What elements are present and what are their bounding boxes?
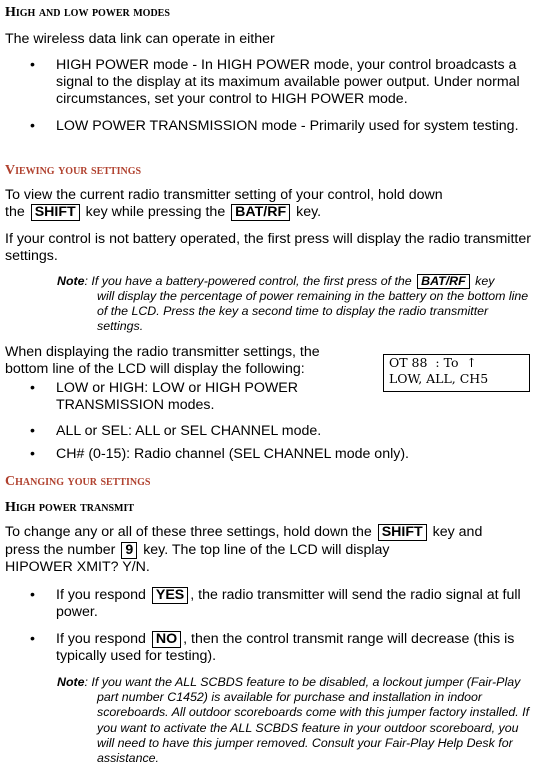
text-fragment: , the radio transmitter will send the radio signal at full power. [56, 587, 521, 620]
subheading-high-power-transmit: High power transmit [5, 500, 135, 515]
text-fragment: key. [296, 204, 322, 220]
bullet-low-or-high: LOW or HIGH: LOW or HIGH POWER TRANSMISSION modes. [56, 380, 298, 413]
intro-paragraph: The wireless data link can operate in either [5, 31, 275, 47]
bullet-marker: • [30, 631, 35, 647]
bullet-all-or-sel: ALL or SEL: ALL or SEL CHANNEL mode. [56, 423, 322, 439]
text-fragment: To change any or all of these three settings, hold down the [5, 524, 372, 540]
section-heading-power-modes: High and low power modes [5, 5, 170, 20]
text-fragment: : If you have a battery-powered control, the first press of the [84, 274, 412, 288]
no-key: NO [152, 631, 181, 648]
note-label: Note [57, 675, 85, 689]
text-fragment: key [475, 274, 495, 288]
yes-key: YES [152, 587, 188, 604]
bullet-channel: CH# (0-15): Radio channel (SEL CHANNEL mode only). [56, 446, 409, 462]
shift-key: SHIFT [378, 524, 427, 541]
scbds-note [57, 675, 535, 766]
bullet-marker: • [30, 587, 35, 603]
text-fragment: If you respond [56, 587, 146, 603]
change-settings-line-1 [5, 524, 535, 541]
change-settings-line-3: HIPOWER XMIT? Y/N. [5, 559, 150, 575]
lcd-display [383, 354, 530, 392]
battery-note [57, 274, 535, 289]
lcd-display-paragraph: When displaying the radio transmitter settings, the bottom line of the LCD will display the following: [5, 344, 320, 377]
text-fragment: key and [432, 524, 483, 540]
non-battery-paragraph: If your control is not battery operated, the first press will display the radio transmitter settings. [5, 231, 531, 264]
section-heading-changing-settings: Changing your settings [5, 474, 151, 489]
view-settings-line-2 [5, 204, 535, 221]
bat-rf-key: BAT/RF [417, 274, 470, 289]
shift-key: SHIFT [31, 204, 80, 221]
bullet-marker: • [30, 57, 35, 73]
bullet-marker: • [30, 423, 35, 439]
bullet-respond-yes [56, 587, 536, 621]
change-settings-line-2 [5, 542, 535, 559]
bullet-marker: • [30, 380, 35, 396]
text-fragment: : If you want the ALL SCBDS feature to be disabled, a lockout jumper (Fair-Play part number C1452) is available for purchase and installation in indoor scoreboards. All outdoor scoreboards come with this jumper factory installed. If you want to activate the ALL SCBDS feature in your outdoor scoreboard, you will need to have this jumper removed. Consult your Fair-Play Help Desk for assistance. [84, 675, 530, 766]
bat-rf-key: BAT/RF [231, 204, 290, 221]
bullet-marker: • [30, 118, 35, 134]
bullet-respond-no [56, 631, 536, 665]
lcd-top-line: OT 88 : To ↑ [389, 355, 477, 370]
text-fragment: the [5, 204, 25, 220]
lcd-bottom-line: LOW, ALL, CH5 [389, 371, 489, 386]
text-fragment: press the number [5, 542, 116, 558]
text-fragment: key. The top line of the LCD will display [143, 542, 390, 558]
note-label: Note [57, 274, 85, 288]
text-fragment: If you respond [56, 631, 146, 647]
bullet-marker: • [30, 446, 35, 462]
text-fragment: , then the control transmit range will decrease (this is typically used for testing). [56, 631, 515, 664]
bullet-low-power: LOW POWER TRANSMISSION mode - Primarily used for system testing. [56, 118, 519, 134]
text-fragment: key while pressing the [85, 204, 226, 220]
view-settings-line-1: To view the current radio transmitter setting of your control, hold down [5, 187, 443, 203]
bullet-high-power: HIGH POWER mode - In HIGH POWER mode, your control broadcasts a signal to the display at its maximum available power output. Under normal circumstances, set your control to HIGH POWER mode. [56, 57, 520, 107]
number-9-key: 9 [121, 542, 137, 559]
battery-note-continued: will display the percentage of power remaining in the battery on the bottom line of the LCD. Press the key a second time to display the radio transmitter settings. [97, 289, 529, 334]
section-heading-viewing-settings: Viewing your settings [5, 163, 142, 178]
